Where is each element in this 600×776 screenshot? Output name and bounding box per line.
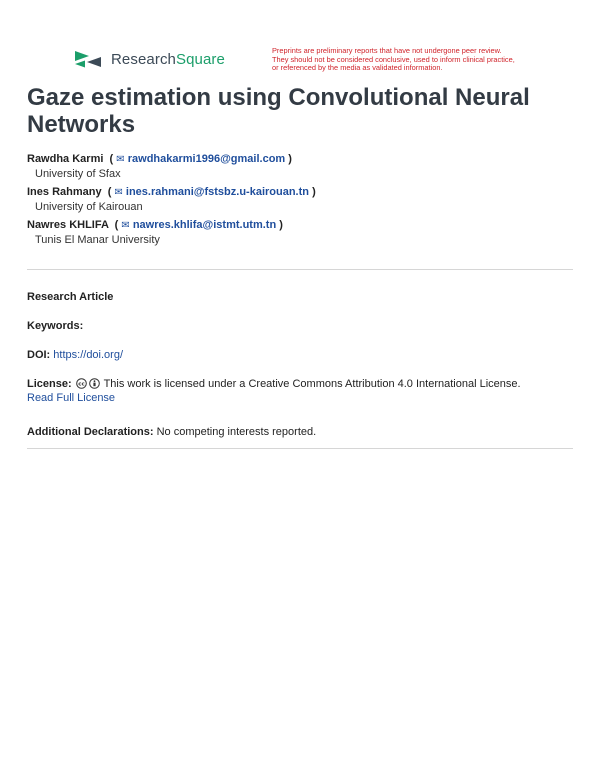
article-type-label: Research Article bbox=[27, 291, 114, 303]
author-entry: Ines Rahmany ( ✉ ines.rahmani@fstsbz.u-kairouan.tn ) University of Kairouan bbox=[27, 185, 577, 214]
keywords-row bbox=[27, 319, 577, 333]
read-full-license-link[interactable]: Read Full License bbox=[27, 392, 116, 404]
divider bbox=[27, 448, 573, 449]
author-name: Rawdha Karmi bbox=[27, 153, 104, 165]
declarations-text: No competing interests reported. bbox=[156, 426, 317, 438]
logo-wordmark bbox=[111, 51, 225, 68]
author-email-link[interactable]: rawdhakarmi1996@gmail.com bbox=[127, 153, 286, 165]
doi-row bbox=[27, 348, 577, 362]
author-name: Ines Rahmany bbox=[27, 186, 102, 198]
license-label: License: bbox=[27, 378, 72, 390]
author-name: Nawres KHLIFA bbox=[27, 219, 109, 231]
additional-declarations-row bbox=[27, 425, 577, 439]
envelope-icon: ✉ bbox=[116, 154, 125, 165]
license-row bbox=[27, 377, 577, 405]
license-text: This work is licensed under a Creative Commons Attribution 4.0 International License. bbox=[103, 378, 521, 390]
author-affiliation: University of Kairouan bbox=[35, 201, 143, 213]
author-list bbox=[27, 152, 577, 251]
paper-title: Gaze estimation using Convolutional Neural Networks bbox=[27, 84, 530, 138]
research-square-logo-icon bbox=[73, 48, 103, 70]
envelope-icon: ✉ bbox=[121, 220, 130, 231]
logo-text-square: Square bbox=[176, 50, 225, 68]
author-entry: Rawdha Karmi ( ✉ rawdhakarmi1996@gmail.com ) University of Sfax bbox=[27, 152, 577, 181]
disclaimer-line: or referenced by the media as validated information. bbox=[272, 63, 443, 73]
keywords-label: Keywords: bbox=[27, 320, 84, 332]
attribution-icon bbox=[89, 378, 100, 389]
article-type bbox=[27, 290, 577, 304]
doi-label: DOI: bbox=[27, 349, 51, 361]
author-email-link[interactable]: nawres.khlifa@istmt.utm.tn bbox=[132, 219, 277, 231]
disclaimer-line: Preprints are preliminary reports that have not undergone peer review. bbox=[272, 46, 502, 55]
preprint-disclaimer bbox=[272, 47, 542, 73]
disclaimer-line: They should not be considered conclusive, used to inform clinical practice, bbox=[272, 54, 515, 64]
author-affiliation: University of Sfax bbox=[35, 168, 121, 180]
doi-link[interactable]: https://doi.org/ bbox=[53, 349, 124, 361]
creative-commons-icon bbox=[76, 378, 87, 389]
author-entry: Nawres KHLIFA ( ✉ nawres.khlifa@istmt.utm.tn ) Tunis El Manar University bbox=[27, 218, 577, 247]
author-affiliation: Tunis El Manar University bbox=[35, 234, 160, 246]
envelope-icon: ✉ bbox=[114, 187, 123, 198]
logo-text-research: Research bbox=[111, 50, 176, 68]
research-square-logo[interactable] bbox=[73, 48, 225, 70]
author-email-link[interactable]: ines.rahmani@fstsbz.u-kairouan.tn bbox=[125, 186, 309, 198]
divider bbox=[27, 269, 573, 270]
svg-text:cc: cc bbox=[78, 381, 85, 388]
declarations-label: Additional Declarations: bbox=[27, 426, 154, 438]
